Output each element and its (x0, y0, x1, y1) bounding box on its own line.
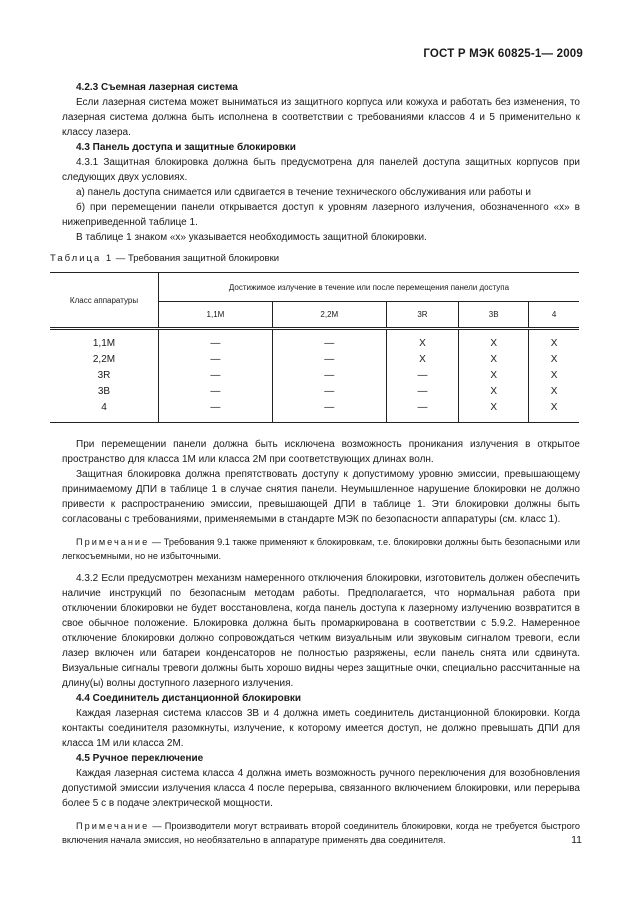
table-cell: X (459, 351, 529, 367)
table-row (50, 383, 579, 399)
table-cell: X (459, 399, 529, 423)
table-cell: X (529, 351, 579, 367)
table-subheader: 1,1M (159, 302, 273, 329)
table-cell: X (386, 329, 458, 352)
section-4-3-1-text: 4.3.1 Защитная блокировка должна быть предусмотрена для панелей доступа защитных корпусов при следующих двух условиях. (62, 157, 580, 183)
table-cell: — (272, 329, 386, 352)
section-4-5-heading: 4.5 Ручное переключение (76, 753, 204, 764)
table-reference-text: В таблице 1 знаком «х» указывается необходимость защитной блокировки. (76, 232, 427, 243)
table-cell: — (386, 399, 458, 423)
table-row (50, 367, 579, 383)
table-header-class: Класс аппаратуры (50, 273, 159, 329)
table-cell: 4 (50, 399, 159, 423)
table-header-group: Достижимое излучение в течение или после перемещения панели доступа (159, 273, 580, 302)
table-subheader: 3B (459, 302, 529, 329)
document-code-header: ГОСТ Р МЭК 60825-1— 2009 (423, 48, 583, 60)
table-row (50, 351, 579, 367)
table-cell: — (272, 351, 386, 367)
table-cell: 3B (97, 385, 111, 397)
table-cell: X (529, 367, 579, 383)
table-cell: — (272, 383, 386, 399)
note-label: Примечание (76, 821, 150, 831)
page-content (50, 80, 580, 847)
table-cell: — (386, 383, 458, 399)
section-4-5-text: Каждая лазерная система класса 4 должна иметь возможность ручного переключения для возобновления допустимой эмиссии излучения класса 4 после перерыва, связанного включением блокировки, или перерыва более 5 с в подаче электрической мощности. (62, 768, 580, 809)
table-cell: — (159, 367, 273, 383)
table-cell: — (386, 367, 458, 383)
table-subheader: 2,2M (272, 302, 386, 329)
table-cell: — (159, 383, 273, 399)
table-cell: X (386, 351, 458, 367)
note-text: — Требования 9.1 также применяют к блокировкам, т.е. блокировки должны быть безопасными или легкосъемными, но не избыточными. (62, 537, 580, 561)
table-cell: — (272, 399, 386, 423)
interlock-prevention-text: Защитная блокировка должна препятствовать доступу к допустимому уровню эмиссии, превышающему принимаемому ДПИ в таблице 1 в случае снятия панели. Неумышленное нарушение блокировки не должно привести к распространению эмиссии, превышающей ДПИ в таблице 1. Эти блокировки должны быть согласованы с требованиями, применяемыми в стандарте МЭК по безопасности аппаратуры (см. класс 1). (62, 469, 580, 525)
table-cell: 2,2M (92, 353, 116, 365)
note-label: Примечание (76, 537, 150, 547)
table-caption (50, 251, 580, 266)
table-cell: 1,1M (92, 337, 116, 349)
table-cell: X (529, 399, 579, 423)
section-4-4-text: Каждая лазерная система классов 3B и 4 должна иметь соединитель дистанционной блокировки. Когда контакты соединителя разомкнуты, излучение, к которому имеется доступ, не должно превышать ДПИ для класса 1M или класса 2M. (62, 708, 580, 749)
section-4-3-2-text: 4.3.2 Если предусмотрен механизм намеренного отключения блокировки, изготовитель должен обеспечить наличие инструкций по безопасным методам работы. Предполагается, что нормальная работа при отключении блокировки не будет восстановлена, когда панель доступа к лазерному излучению возвратится в свое обычное положение. Блокировка должна быть промаркирована в соответствии с 5.9.2. Намеренное отключение блокировки должно сопровождаться четким визуальным или звуковым сигналом тревоги, если лазер включен или батареи конденсаторов не полностью разряжены, если панель снята или сдвинута. Визуальные сигналы тревоги должны быть хорошо видны через защитные очки, специально рассчитанные на длину(ы) волны доступного лазерного излучения. (62, 573, 580, 689)
table-cell: X (529, 383, 579, 399)
table-caption-label: Таблица 1 (50, 253, 114, 264)
table-cell: X (459, 367, 529, 383)
section-4-2-3-text: Если лазерная система может выниматься из защитного корпуса или кожуха и работать без изменения, то лазерная система должна быть исполнена в соответствии с требованиями классов 4 и 5 применительно к классу лазера. (62, 97, 580, 138)
table-cell: — (159, 399, 273, 423)
table-cell: — (159, 329, 273, 352)
interlock-requirements-table (50, 272, 579, 423)
panel-removal-text: При перемещении панели должна быть исключена возможность проникания излучения в открытое пространство для класса 1M или класса 2M при соответствующих длинах волн. (62, 439, 580, 465)
table-subheader: 4 (529, 302, 579, 329)
list-item-a: а) панель доступа снимается или сдвигается в течение технического обслуживания или работы и (76, 187, 531, 198)
page-number: 11 (571, 834, 582, 846)
note-interlocks (62, 535, 580, 563)
table-cell: — (159, 351, 273, 367)
note-connectors (62, 819, 580, 847)
section-4-3-heading: 4.3 Панель доступа и защитные блокировки (76, 142, 296, 153)
section-4-2-3-heading: 4.2.3 Съемная лазерная система (76, 82, 238, 93)
table-row (50, 399, 579, 423)
table-cell: 3R (97, 369, 111, 381)
table-cell: — (272, 367, 386, 383)
table-subheader: 3R (386, 302, 458, 329)
table-cell: X (459, 383, 529, 399)
note-text: — Производители могут встраивать второй соединитель блокировки, когда не требуется быстрого включения начала эмиссия, но необязательно в аппаратуре применять два соединителя. (62, 821, 580, 845)
table-row (50, 329, 579, 352)
table-caption-title: — Требования защитной блокировки (113, 253, 280, 264)
table-cell: X (529, 329, 579, 352)
list-item-b: б) при перемещении панели открывается доступ к уровням лазерного излучения, обозначенного «х» в нижеприведенной таблице 1. (62, 202, 580, 228)
table-cell: X (459, 329, 529, 352)
section-4-4-heading: 4.4 Соединитель дистанционной блокировки (76, 693, 301, 704)
